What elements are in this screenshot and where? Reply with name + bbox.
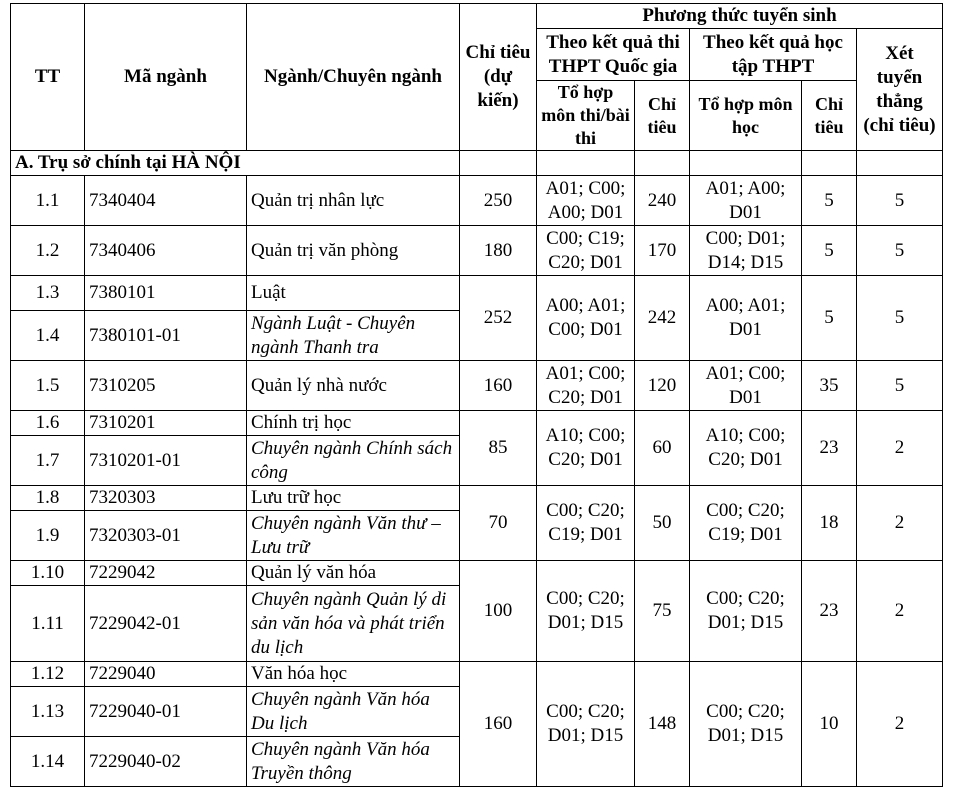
cell-code: 7320303-01	[85, 511, 247, 561]
cell-exam-combo: C00; C19; C20; D01	[537, 226, 635, 276]
cell-tt: 1.3	[11, 276, 85, 311]
section-row	[11, 151, 943, 176]
header-by-exam: Theo kết quả thi THPT Quốc gia	[537, 29, 690, 81]
cell-tt: 1.13	[11, 687, 85, 737]
cell-tt: 1.12	[11, 662, 85, 687]
cell-quota: 160	[460, 662, 537, 787]
cell-code: 7310205	[85, 361, 247, 411]
cell-transcript-quota: 5	[802, 226, 857, 276]
admission-table	[10, 3, 943, 787]
cell-exam-quota: 242	[635, 276, 690, 361]
header-tt: TT	[11, 4, 85, 151]
cell-transcript-combo: C00; D01; D14; D15	[690, 226, 802, 276]
cell-quota: 100	[460, 561, 537, 662]
cell-direct: 5	[857, 361, 943, 411]
cell-quota: 180	[460, 226, 537, 276]
cell-major: Văn hóa học	[247, 662, 460, 687]
cell-transcript-combo: A00; A01; D01	[690, 276, 802, 361]
header-transcript-combo: Tổ hợp môn học	[690, 81, 802, 151]
cell-transcript-combo: C00; C20; C19; D01	[690, 486, 802, 561]
cell-tt: 1.7	[11, 436, 85, 486]
cell-exam-combo: C00; C20; D01; D15	[537, 561, 635, 662]
table-body	[11, 151, 943, 787]
cell-major: Chuyên ngành Văn hóa Du lịch	[247, 687, 460, 737]
cell-quota: 252	[460, 276, 537, 361]
table-row	[11, 561, 943, 586]
cell-direct: 5	[857, 226, 943, 276]
cell-major: Ngành Luật - Chuyên ngành Thanh tra	[247, 311, 460, 361]
cell-major: Lưu trữ học	[247, 486, 460, 511]
cell-tt: 1.1	[11, 176, 85, 226]
header-transcript-quota: Chỉ tiêu	[802, 81, 857, 151]
cell-direct: 2	[857, 411, 943, 486]
cell-code: 7229042-01	[85, 586, 247, 662]
cell-major: Chính trị học	[247, 411, 460, 436]
cell-exam-combo: A01; C00; C20; D01	[537, 361, 635, 411]
cell-transcript-combo: A10; C00; C20; D01	[690, 411, 802, 486]
cell-exam-quota: 170	[635, 226, 690, 276]
admission-table-wrapper	[10, 3, 943, 787]
cell-transcript-quota: 23	[802, 561, 857, 662]
header-exam-combo: Tổ hợp môn thi/bài thi	[537, 81, 635, 151]
cell-transcript-quota: 10	[802, 662, 857, 787]
cell-exam-combo: A01; C00; A00; D01	[537, 176, 635, 226]
header-major: Ngành/Chuyên ngành	[247, 4, 460, 151]
cell-major: Chuyên ngành Văn thư – Lưu trữ	[247, 511, 460, 561]
table-row	[11, 276, 943, 311]
cell-major: Chuyên ngành Văn hóa Truyền thông	[247, 737, 460, 787]
table-row	[11, 411, 943, 436]
cell-transcript-combo: A01; A00; D01	[690, 176, 802, 226]
cell-quota: 160	[460, 361, 537, 411]
cell-tt: 1.6	[11, 411, 85, 436]
cell-code: 7229040-01	[85, 687, 247, 737]
cell-transcript-quota: 18	[802, 486, 857, 561]
cell-tt: 1.9	[11, 511, 85, 561]
cell-code: 7310201-01	[85, 436, 247, 486]
cell-code: 7310201	[85, 411, 247, 436]
cell-code: 7340404	[85, 176, 247, 226]
cell-tt: 1.4	[11, 311, 85, 361]
cell-exam-combo: A00; A01; C00; D01	[537, 276, 635, 361]
table-row	[11, 486, 943, 511]
cell-tt: 1.8	[11, 486, 85, 511]
cell-exam-quota: 60	[635, 411, 690, 486]
cell-major: Chuyên ngành Chính sách công	[247, 436, 460, 486]
cell-transcript-quota: 5	[802, 276, 857, 361]
header-exam-quota: Chỉ tiêu	[635, 81, 690, 151]
cell-major: Quản lý nhà nước	[247, 361, 460, 411]
cell-code: 7229040	[85, 662, 247, 687]
cell-exam-combo: C00; C20; C19; D01	[537, 486, 635, 561]
cell-exam-quota: 120	[635, 361, 690, 411]
cell-tt: 1.5	[11, 361, 85, 411]
cell-code: 7380101-01	[85, 311, 247, 361]
header-direct: Xét tuyển thẳng (chỉ tiêu)	[857, 29, 943, 151]
table-row	[11, 662, 943, 687]
header-methods: Phương thức tuyển sinh	[537, 4, 943, 29]
cell-exam-quota: 75	[635, 561, 690, 662]
cell-major: Luật	[247, 276, 460, 311]
cell-tt: 1.10	[11, 561, 85, 586]
cell-major: Quản trị nhân lực	[247, 176, 460, 226]
cell-transcript-quota: 5	[802, 176, 857, 226]
header-quota: Chỉ tiêu (dự kiến)	[460, 4, 537, 151]
cell-code: 7229042	[85, 561, 247, 586]
header-code: Mã ngành	[85, 4, 247, 151]
cell-major: Quản trị văn phòng	[247, 226, 460, 276]
cell-tt: 1.11	[11, 586, 85, 662]
cell-direct: 5	[857, 176, 943, 226]
cell-quota: 250	[460, 176, 537, 226]
cell-quota: 85	[460, 411, 537, 486]
cell-major: Chuyên ngành Quản lý di sản văn hóa và phát triển du lịch	[247, 586, 460, 662]
cell-code: 7380101	[85, 276, 247, 311]
cell-exam-quota: 240	[635, 176, 690, 226]
cell-exam-quota: 148	[635, 662, 690, 787]
cell-tt: 1.2	[11, 226, 85, 276]
cell-quota: 70	[460, 486, 537, 561]
cell-code: 7320303	[85, 486, 247, 511]
cell-transcript-combo: C00; C20; D01; D15	[690, 662, 802, 787]
cell-transcript-combo: A01; C00; D01	[690, 361, 802, 411]
table-row	[11, 361, 943, 411]
table-row	[11, 226, 943, 276]
header-by-transcript: Theo kết quả học tập THPT	[690, 29, 857, 81]
table-header	[11, 4, 943, 151]
cell-exam-quota: 50	[635, 486, 690, 561]
cell-exam-combo: A10; C00; C20; D01	[537, 411, 635, 486]
cell-major: Quản lý văn hóa	[247, 561, 460, 586]
cell-code: 7229040-02	[85, 737, 247, 787]
cell-transcript-quota: 23	[802, 411, 857, 486]
cell-code: 7340406	[85, 226, 247, 276]
cell-direct: 2	[857, 662, 943, 787]
section-title: A. Trụ sở chính tại HÀ NỘI	[11, 151, 460, 176]
cell-exam-combo: C00; C20; D01; D15	[537, 662, 635, 787]
cell-direct: 2	[857, 486, 943, 561]
cell-tt: 1.14	[11, 737, 85, 787]
table-row	[11, 176, 943, 226]
cell-transcript-quota: 35	[802, 361, 857, 411]
cell-transcript-combo: C00; C20; D01; D15	[690, 561, 802, 662]
cell-direct: 5	[857, 276, 943, 361]
cell-direct: 2	[857, 561, 943, 662]
